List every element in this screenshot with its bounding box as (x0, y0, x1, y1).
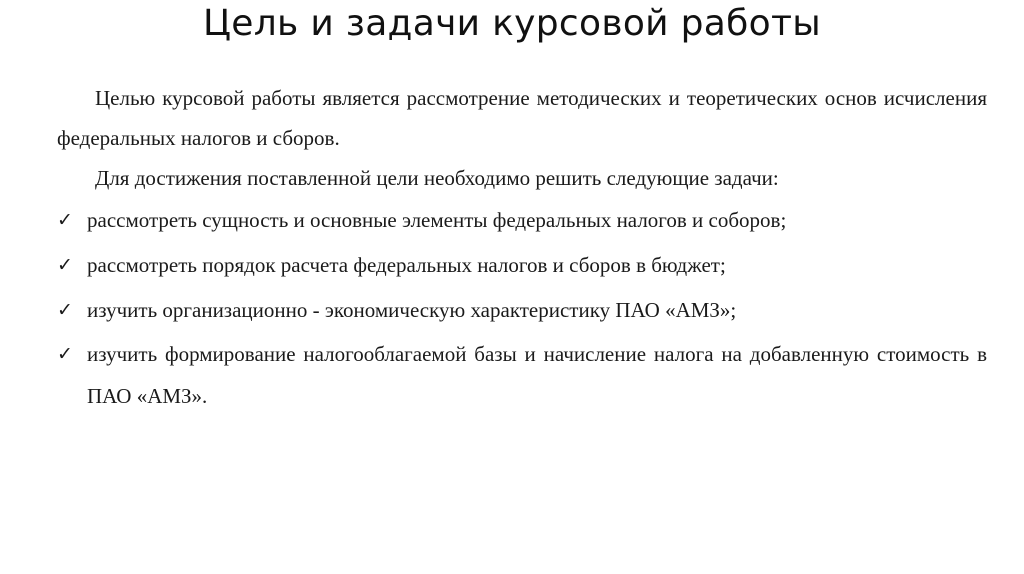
slide-body (57, 78, 987, 417)
task-item (57, 198, 987, 243)
task-text: рассмотреть порядок расчета федеральных налогов и сборов в бюджет; (87, 253, 726, 277)
task-item (57, 243, 987, 288)
task-list (57, 198, 987, 417)
checkmark-icon: ✓ (57, 209, 73, 231)
task-text: рассмотреть сущность и основные элементы федеральных налогов и соборов; (87, 208, 787, 232)
slide-title: Цель и задачи курсовой работы (203, 3, 821, 44)
task-text: изучить формирование налогооблагаемой базы и начисление налога на добавленную стоимость в ПАО «АМЗ». (87, 342, 987, 408)
goal-paragraph: Целью курсовой работы является рассмотрение методических и теоретических основ исчисления федеральных налогов и сборов. (57, 86, 987, 150)
checkmark-icon: ✓ (57, 343, 73, 365)
checkmark-icon: ✓ (57, 299, 73, 321)
task-item (57, 288, 987, 333)
task-text: изучить организационно - экономическую характеристику ПАО «АМЗ»; (87, 298, 737, 322)
tasks-lead-paragraph: Для достижения поставленной цели необходимо решить следующие задачи: (95, 166, 779, 190)
checkmark-icon: ✓ (57, 254, 73, 276)
task-item (57, 333, 987, 417)
